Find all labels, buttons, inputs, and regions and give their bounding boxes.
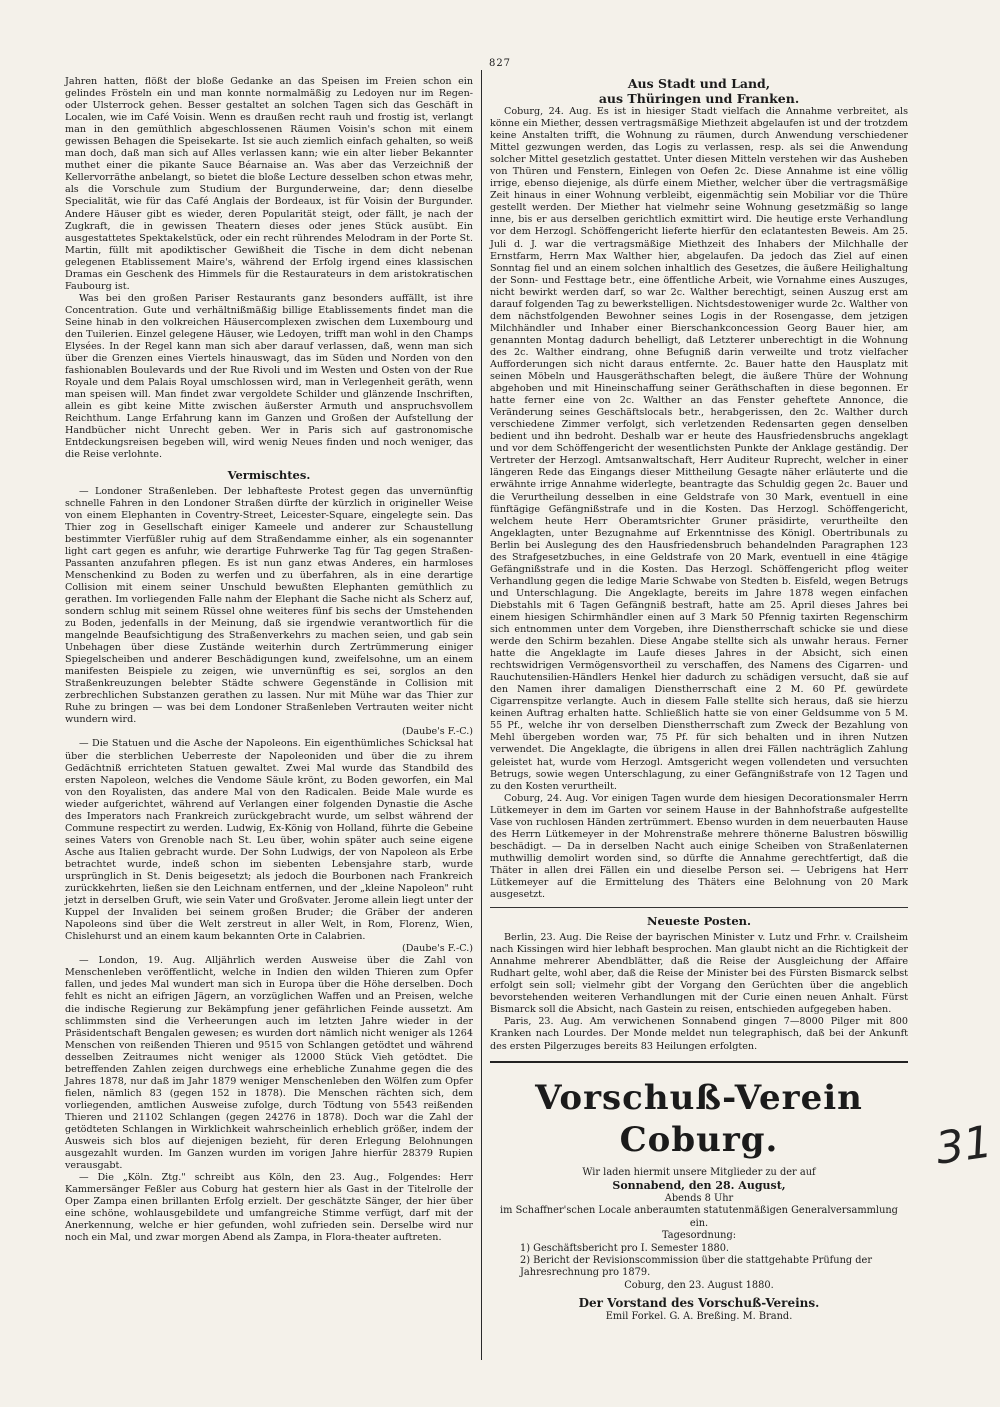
advert-names: Emil Forkel. G. A. Breßing. M. Brand. [605,1311,793,1323]
section-subheading: aus Thüringen und Franken. [598,91,800,106]
article-paragraph: Jahren hatten, flößt der bloße Gedanke an das Speisen im Freien schon ein gelindes Frösteln ein und man konnte normalmäßig zu Ledoyen nur im Regen- oder Ulsterrock gehen. Besser gestaltet an solchen Tagen sich das Geschäft in Localen, wie im Café Voisin. Wenn es draußen recht rauh und frostig ist, verlangt man in den gemüthlich abgeschlossenen Räumen Voisin's schon mit einem gewissen Behagen die Speisekarte. Ist sie auch ziemlich einfach gehalten, so weiß man doch, daß man sich auf Alles verlassen kann; wie ein alter lieber Bekannter muthet einer die pikante Sauce Béarnaise an. Was aber das Verzeichniß der Kellervorräthe anbelangt, so bietet die bloße Lecture desselben schon etwas mehr, als die Vorschule zum Studium der Burgunderweine, dar; denn dieselbe Specialität, wie für das Café Anglais der Bordeaux, ist für Voisin der Burgunder. Andere Häuser gibt es wieder, deren Popularität steigt, oder fällt, je nach der Zugkraft, die in gewissen Theatern dieses oder jenes Stück ausübt. Ein ausgestattetes Spektakelstück, oder ein recht rührendes Melodram in der Porte St. Martin, füllt mit apodiktischer Gewißheit die Tische in dem dicht nebenan gelegenen Etablissement Maire's, während der Erfolg irgend eines klassischen Dramas ein Geschenk des Himmels für die Restaurateurs in dem aristokratischen Faubourg ist. [65,76,473,292]
article-paragraph: — Londoner Straßenleben. Der lebhafteste Protest gegen das unvernünftig schnelle Fahren in den Londoner Straßen dürfte der kürzlich in origineller Weise von einem Elephanten in Coventry-Street, Leicester-Square, eingelegte sein. Das Thier zog in Gesellschaft einiger Kameele und anderer zur Schaustellung bestimmter Vierfüßler ruhig auf dem Straßendamme einher, als ein sogenannter light cart gegen es anfuhr, wie derartige Fuhrwerke Tag für Tag gegen Straßen-Passanten anzufahren pflegen. Es ist nun ganz etwas Anderes, ein harmloses Menschenkind zu Boden zu werfen und zu überfahren, als in eine derartige Collision mit einem seiner Unschuld bewußten Elephanten gemüthlich zu gerathen. Im vorliegenden Falle nahm der Elephant die Sache nicht als Scherz auf, sondern schlug mit seinem Rüssel ohne weiteres fünf bis sechs der Umstehenden zu Boden, jedenfalls in der Meinung, daß sie irgendwie verantwortlich für die mangelnde Beaufsichtigung des Straßenverkehrs zu machen seien, und gab sein Unbehagen über diese Zustände weiterhin durch Zertrümmerung einiger Spiegelscheiben und anderer Beschädigungen kund, zweifelsohne, um an einem manifesten Beispiele zu zeigen, wie unvernünftig es sei, sorglos an den Straßenkreuzungen belebter Städte schwere Gegenstände in Collision mit zerbrechlichen Substanzen gerathen zu lassen. Nur mit Mühe war das Thier zur Ruhe zu bringen — was bei dem Londoner Straßenleben Vertrauten weiter nicht wundern wird. [65,485,473,726]
advert-time: Abends 8 Uhr [664,1192,734,1204]
advert-line: im Schaffner'schen Locale anberaumten statutenmäßigen Generalversammlung ein. [500,1205,898,1229]
agenda-item: 2) Bericht der Revisionscommission über die stattgehabte Prüfung der Jahresrechnung pro 1879. [520,1255,873,1279]
agenda-label: Tagesordnung: [661,1230,737,1242]
right-column [490,76,908,1324]
article-paragraph: Coburg, 24. Aug. Vor einigen Tagen wurde dem hiesigen Decorationsmaler Herrn Lütkemeyer in dem im Garten vor seinem Hause in der Bahnhofstraße aufgestellte Vase von ruchlosen Händen zertrümmert. Ebenso wurden in dem neuerbauten Hause des Herrn Lütkemeyer in der Mohrenstraße mehrere thönerne Balustren böswillig beschädigt. — Da in derselben Nacht auch einige Scheiben von Straßenlaternen muthwillig demolirt worden sind, so dürfte die Annahme gerechtfertigt, daß die Thäter in allen drei Fällen ein und dieselbe Person sei. — Uebrigens hat Herr Lütkemeyer auf die Ermittelung des Thäters eine Belohnung von 20 Mark ausgesetzt. [490,792,908,901]
article-paragraph: Paris, 23. Aug. Am verwichenen Sonnabend gingen 7—8000 Pilger mit 800 Kranken nach Lourdes. Der Monde meldet nun telegraphisch, daß bei der Ankunft des ersten Pilgerzuges bereits 83 Heilungen erfolgten. [490,1016,908,1052]
section-heading: Vermischtes. [227,467,311,482]
source-credit: (Daube's F.-C.) [401,943,473,955]
advert-signature: Der Vorstand des Vorschuß-Vereins. [578,1296,820,1311]
article-paragraph: — Die „Köln. Ztg." schreibt aus Köln, den 23. Aug., Folgendes: Herr Kammersänger Feßler aus Coburg hat gestern hier als Gast in der Titelrolle der Oper Zampa einen brillanten Erfolg erzielt. Der geschätzte Sänger, der hier über eine schöne, wohlausgebildete und umfangreiche Stimme verfügt, darf mit der Anerkennung, welche er hier gefunden, wohl zufrieden sein. Derselbe wird nur noch ein Mal, und zwar morgen Abend als Zampa, in Flora-theater auftreten. [65,1172,473,1244]
advert-line: Wir laden hiermit unsere Mitglieder zu der auf [582,1166,816,1178]
article-paragraph: — London, 19. Aug. Alljährlich werden Ausweise über die Zahl von Menschenleben veröffentlicht, welche in Indien den wilden Thieren zum Opfer fallen, und jedes Mal wundert man sich in Europa über die Höhe derselben. Doch fehlt es nicht an eifrigen Jägern, an vorzüglichen Waffen und an Preisen, welche die indische Regierung zur Bekämpfung jener gefährlichen Feinde aussetzt. Am schlimmsten sind die Verheerungen auch im letzten Jahre wieder in der Präsidentschaft Bengalen gewesen; es wurden dort nämlich nicht weniger als 1264 Menschen von reißenden Thieren und 9515 von Schlangen getödtet und während desselben Zeitraumes nicht weniger als 12000 Stück Vieh getödtet. Die betreffenden Zahlen zeigen durchwegs eine erhebliche Zunahme gegen die des Jahres 1878, nur daß im Jahr 1879 weniger Menschenleben den Wölfen zum Opfer fielen, nämlich 83 (gegen 152 in 1878). Die Menschen rächten sich, dem vorliegenden, amtlichen Ausweise zufolge, durch Tödtung von 5543 reißenden Thieren und 21102 Schlangen (gegen 24276 in 1878). Doch war die Zahl der getödteten Schlangen in Wirklichkeit wahrscheinlich erheblich größer, indem der Ausweis sich blos auf diejenigen bezieht, für deren Erlegung Belohnungen ausgezahlt wurden. Im Ganzen wurden im vorigen Jahre hierfür 28379 Rupien verausgabt. [65,955,473,1172]
section-heading: Neueste Posten. [646,914,752,929]
agenda-item: 1) Geschäftsbericht pro I. Semester 1880. [520,1242,730,1254]
section-heading: Aus Stadt und Land, [627,76,771,91]
article-paragraph: Berlin, 23. Aug. Die Reise der bayrischen Minister v. Lutz und Frhr. v. Crailsheim nach Kissingen wird hier lebhaft besprochen. Man glaubt nicht an die Richtigkeit der Annahme mehrerer Abendblätter, daß die Reise der Ausgleichung der Affaire Rudhart gelte, wohl aber, daß die Reise der Minister bei des Fürsten Bismarck selbst erfolgt sein soll; vielmehr gibt der Vorgang den Gerüchten über die angeblich bevorstehenden weiteren Verhandlungen mit der Curie einen neuen Anhalt. Fürst Bismarck soll die Absicht, nach Gastein zu reisen, entschieden aufgegeben haben. [490,932,908,1016]
source-credit: (Daube's F.-C.) [401,726,473,738]
advert-dateline: Coburg, den 23. August 1880. [624,1279,774,1291]
page-number: 827 [488,58,512,69]
advert-rule [490,1061,908,1063]
advert-title: Vorschuß-Verein Coburg. [535,1077,863,1160]
advert-date: Sonnabend, den 28. August, [612,1178,786,1192]
column-divider [481,70,482,1360]
left-column [65,76,473,1244]
handwritten-margin-note: 31 [932,1116,996,1175]
section-rule [490,907,908,908]
advertisement [490,1077,908,1324]
article-paragraph: Was bei den großen Pariser Restaurants ganz besonders auffällt, ist ihre Concentration. Gute und verhältnißmäßig billige Etablissements findet man die Seine hinab in den volkreichen Häusercomplexen zwischen dem Luxembourg und den Tuilerien. Einzel gelegene Häuser, wie Ledoyen, trifft man wohl in den Champs Elysées. In der Regel kann man sich aber darauf verlassen, daß, wenn man sich über die Grenzen eines Viertels hinauswagt, das im Süden und Norden von den fashionablen Boulevards und der Rue Rivoli und im Westen und Osten von der Rue Royale und dem Palais Royal umschlossen wird, man in Verlegenheit geräth, wenn man speisen will. Man findet zwar vergoldete Schilder und glänzende Inschriften, allein es gibt keine Mitte zwischen äußerster Armuth und anspruchsvollem Reichthum. Lange Erfahrung kann im Ganzen und Großen der Aufstellung der Handbücher nicht Unrecht geben. Wer in Paris sich auf gastronomische Entdeckungsreisen begeben will, wird wenig Neues finden und noch weniger, das die Reise verlohnte. [65,292,473,461]
article-paragraph: Coburg, 24. Aug. Es ist in hiesiger Stadt vielfach die Annahme verbreitet, als könne ein Miether, dessen vertragsmäßige Miethzeit abgelaufen ist und der trotzdem keine Anstalten trifft, die Wohnung zu räumen, durch Anwendung verschiedener Mittel gezwungen werden, das Logis zu verlassen, resp. als sei die Anwendung solcher Mittel gesetzlich gestattet. Unter diesen Mitteln verstehen wir das Ausheben von Thüren und Fenstern, Einlegen von Oefen 2c. Diese Annahme ist eine völlig irrige, ebenso diejenige, als dürfe einem Miether, welcher über die vertragsmäßige Zeit hinaus in einer Wohnung verbleibt, eigenmächtig sein Mobiliar vor die Thüre gestellt werden. Der Miether hat vielmehr seine Wohnung gesetzmäßig so lange inne, bis er aus derselben gerichtlich exmittirt wird. Die heutige erste Verhandlung vor dem Herzogl. Schöffengericht lieferte hierfür den eclatantesten Beweis. Am 25. Juli d. J. war die vertragsmäßige Miethzeit des Inhabers der Milchhalle der Ernstfarm, Herrn Max Walther hier, abgelaufen. Da jedoch das Ziel auf einen Sonntag fiel und an einem solchen inhaltlich des Gesetzes, die äußere Heilighaltung der Sonn- und Festtage betr., eine öffentliche Arbeit, wie Vornahme eines Auszuges, nicht bewirkt werden darf, so war 2c. Walther berechtigt, seinen Auszug erst am darauf folgenden Tag zu bewerkstelligen. Nichtsdestoweniger wurde 2c. Walther von dem nächstfolgenden Bewohner seines Logis in der Rosengasse, dem jetzigen Milchhändler und Inhaber einer Bierschankconcession Georg Bauer hier, am genannten Montag dadurch behelligt, daß Letzterer unberechtigt in die Wohnung des 2c. Walther eindrang, ohne Befugniß darin verweilte und trotz vielfacher Aufforderungen sich nicht daraus entfernte. 2c. Bauer hatte den Hausplatz mit seinen Möbeln und Hausgeräthschaften belegt, die äußere Thüre der Wohnung abgehoben und mit Hineinschaffung seiner Geräthschaften in diese begonnen. Er hatte ferner eine von 2c. Walther an das Fenster geheftete Annonce, die Veränderung seines Geschäftslocals betr., herabgerissen, den 2c. Walther durch verschiedene Zimmer verfolgt, sich verletzenden Redensarten gegen denselben bedient und ihn bedroht. Deshalb war er heute des Hausfriedensbruchs angeklagt und vor dem Schöffengericht der wesentlichsten Punkte der Anklage geständig. Der Vertreter der Herzogl. Amtsanwaltschaft, Herr Auditeur Ruprecht, welcher in einer längeren Rede das Eingangs dieser Mittheilung Gesagte näher erläuterte und die erwähnte irrige Annahme widerlegte, beantragte das Schuldig gegen 2c. Bauer und die Verurtheilung desselben in eine Geldstrafe von 30 Mark, eventuell in eine fünftägige Gefängnißstrafe und in die Kosten. Das Herzogl. Schöffengericht, welchem heute Herr Oberamtsrichter Gruner präsidirte, verurtheilte den Angeklagten, unter Bezugnahme auf Erkenntnisse des Königl. Obertribunals zu Berlin bei Auslegung des den Hausfriedensbruch behandelnden Paragraphen 123 des Strafgesetzbuches, in eine Geldstrafe von 20 Mark, eventuell in eine 4tägige Gefängnißstrafe und in die Kosten. Das Herzogl. Schöffengericht pflog weiter Verhandlung gegen die ledige Marie Schwabe von Stedten b. Eisfeld, wegen Betrugs und Unterschlagung. Die Angeklagte, bereits im Jahre 1878 wegen einfachen Diebstahls mit 6 Tagen Gefängniß bestraft, hatte am 25. April dieses Jahres bei einem hiesigen Schirmhändler einen auf 3 Mark 50 Pfennig taxirten Regenschirm sich entnommen unter dem Vorgeben, ihre Dienstherrschaft schicke sie und diese werde den Schirm bezahlen. Diese Angabe stellte sich als unwahr heraus. Ferner hatte die Angeklagte im Laufe dieses Jahres in der Absicht, sich einen rechtswidrigen Vermögensvortheil zu verschaffen, des Namens des Cigarren- und Rauchutensilien-Händlers Henkel hier dadurch zu schädigen versucht, daß sie auf den Namen ihrer damaligen Dienstherrschaft eine 2 M. 60 Pf. gewürdete Cigarrenspitze verlangte. Auch in diesem Falle stellte sich heraus, daß sie hierzu keinen Auftrag erhalten hatte. Schließlich hatte sie von einer Geldsumme von 5 M. 55 Pf., welche ihr von derselben Dienstherrschaft zum Zweck der Bezahlung von Mehl übergeben worden war, 75 Pf. für sich behalten und in ihren Nutzen verwendet. Die Angeklagte, die übrigens in allen drei Fällen nachträglich Zahlung geleistet hat, wurde vom Herzogl. Amtsgericht wegen vollendeten und versuchten Betrugs, sowie wegen Unterschlagung, zu einer Gefängnißstrafe von 12 Tagen und zu den Kosten verurtheilt. [490,106,908,792]
article-paragraph: — Die Statuen und die Asche der Napoleons. Ein eigenthümliches Schicksal hat über die sterblichen Ueberreste der Napoleoniden und über die zu ihrem Gedächtniß errichteten Statuen gewaltet. Zwei Mal wurde das Standbild des ersten Napoleon, welches die Vendome Säule krönt, zu Boden geworfen, ein Mal von den Royalisten, das andere Mal von den Radicalen. Beide Male wurde es wieder aufgerichtet, während auf Verlangen einer folgenden Dynastie die Asche des Imperators nach Frankreich zurückgebracht wurde, um selbst während der Commune respectirt zu werden. Ludwig, Ex-König von Holland, führte die Gebeine seines Vaters von Grenoble nach St. Leu über, wohin später auch seine eigene Asche aus Italien gebracht wurde. Der Sohn Ludwigs, der von Napoleon als Erbe betrachtet wurde, indeß schon im siebenten Lebensjahre starb, wurde ursprünglich in St. Denis beigesetzt; als jedoch die Bourbonen nach Frankreich zurückkehrten, ließen sie den Leichnam entfernen, und der „kleine Napoleon" ruht jetzt in derselben Gruft, wie sein Vater und Großvater. Jerome allein liegt unter der Kuppel der Invaliden bei seinem großen Bruder; die Gräber der anderen Napoleons sind über die Welt zerstreut in aller Welt, in Rom, Florenz, Wien, Chislehurst und an einem kaum bekannten Orte in Calabrien. [65,738,473,943]
